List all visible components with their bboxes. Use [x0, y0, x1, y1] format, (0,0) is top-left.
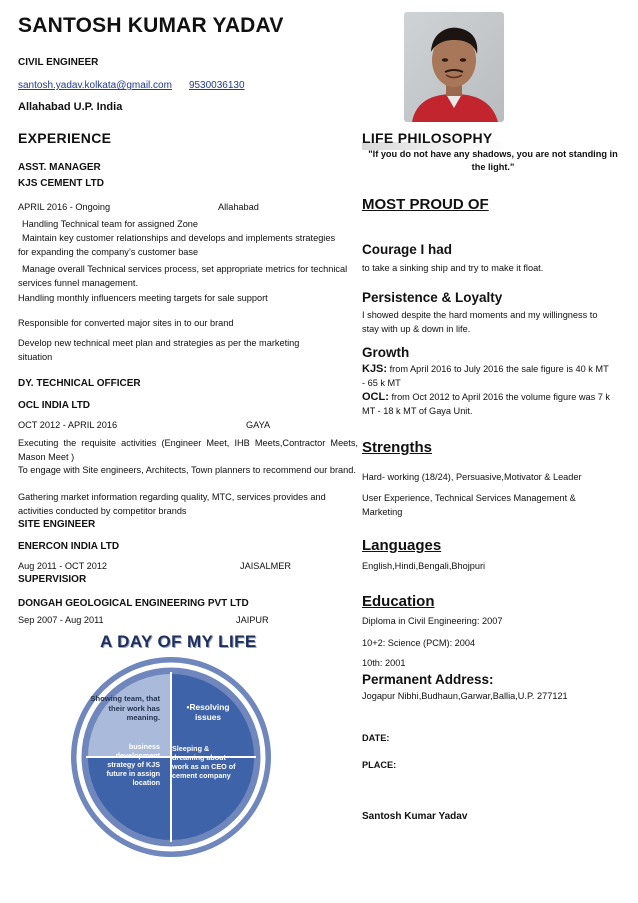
job1-role: ASST. MANAGER	[18, 162, 101, 173]
life-philosophy-heading: LIFE PHILOSOPHY	[362, 130, 493, 146]
education-item-3: 10th: 2001	[362, 658, 406, 668]
growth-ocl	[362, 390, 614, 418]
growth-kjs-label: KJS:	[362, 363, 388, 375]
growth-kjs-text: from April 2016 to July 2016 the sale figure is 40 k MT - 65 k MT	[362, 364, 609, 388]
most-proud-heading: MOST PROUD OF	[362, 196, 489, 213]
courage-heading: Courage I had	[362, 242, 453, 257]
job1-duty-2: Maintain key customer relationships and develops and implements strategies for expanding the company’s customer base	[18, 233, 336, 257]
day-of-life-title: A DAY OF MY LIFE	[100, 632, 257, 651]
job1-duty-4: Handling monthly influencers meeting targets for sale support	[18, 293, 268, 303]
job4-company: DONGAH GEOLOGICAL ENGINEERING PVT LTD	[18, 598, 249, 609]
date-label: DATE:	[362, 733, 390, 743]
persistence-text: I showed despite the hard moments and my willingness to stay with up & down in life.	[362, 310, 598, 334]
day-of-life-cycle-diagram	[66, 652, 276, 862]
job1-duty-1: Handling Technical team for assigned Zone	[22, 219, 199, 229]
cycle-text-sleeping-dreaming: Sleeping & dreaming about work as an CEO of cement company	[172, 744, 236, 780]
job2-company: OCL INDIA LTD	[18, 400, 91, 411]
courage-text: to take a sinking ship and try to make it float.	[362, 263, 544, 273]
job2-place: GAYA	[246, 420, 271, 430]
job-title: CIVIL ENGINEER	[18, 57, 99, 68]
job3-dates: Aug 2011 - OCT 2012	[18, 561, 108, 571]
strengths-heading: Strengths	[362, 439, 433, 456]
experience-heading: EXPERIENCE	[18, 130, 112, 146]
job2-duty-1: Executing the requisite activities (Engineer Meet, IHB Meets,Contractor Meets, Mason Meet )	[18, 438, 358, 462]
life-philosophy-quote: "If you do not have any shadows, you are not standing in the light."	[368, 149, 618, 172]
job3-place: JAISALMER	[240, 561, 292, 571]
growth-heading: Growth	[362, 345, 410, 360]
education-item-1: Diploma in Civil Engineering: 2007	[362, 616, 503, 626]
languages-text: English,Hindi,Bengali,Bhojpuri	[362, 561, 486, 571]
education-item-2: 10+2: Science (PCM): 2004	[362, 638, 476, 648]
cycle-text-resolving-issues: •Resolving issues	[186, 702, 230, 722]
strengths-line-1: Hard- working (18/24), Persuasive,Motivator & Leader	[362, 472, 582, 482]
education-heading: Education	[362, 593, 435, 610]
job2-duty-3: Gathering market information regarding quality, MTC, services provides and activities conducted by competitor brands	[18, 492, 326, 516]
phone-text: 9530036130	[188, 80, 245, 91]
job1-duty-6: Develop new technical meet plan and strategies as per the marketing situation	[18, 338, 300, 362]
languages-heading: Languages	[362, 537, 442, 554]
location-text: Allahabad U.P. India	[18, 101, 123, 113]
growth-ocl-text: from Oct 2012 to April 2016 the volume figure was 7 k MT - 18 k MT of Gaya Unit.	[362, 392, 611, 416]
job3-company: ENERCON INDIA LTD	[18, 541, 120, 552]
job2-duty-2: To engage with Site engineers, Architects, Town planners to recommend our brand.	[18, 465, 356, 475]
job1-dates: APRIL 2016 - Ongoing	[18, 202, 111, 212]
growth-ocl-label: OCL:	[362, 391, 389, 403]
persistence-heading: Persistence & Loyalty	[362, 290, 503, 305]
growth-kjs	[362, 362, 614, 390]
job2-dates: OCT 2012 - APRIL 2016	[18, 420, 118, 430]
job4-place: JAIPUR	[236, 615, 269, 625]
email-text: santosh.yadav.kolkata@gmail.com	[18, 80, 172, 91]
cycle-text-business-development: business development strategy of KJS future in assign location	[106, 742, 160, 787]
signature-name: Santosh Kumar Yadav	[362, 811, 468, 822]
job4-dates: Sep 2007 - Aug 2011	[18, 615, 104, 625]
permanent-address-text: Jogapur Nibhi,Budhaun,Garwar,Ballia,U.P. 277121	[362, 691, 568, 701]
job3-role: SITE ENGINEER	[18, 519, 96, 530]
job4-role: SUPERVISIOR	[18, 574, 87, 585]
job1-duty-5: Responsible for converted major sites in to our brand	[18, 318, 234, 328]
permanent-address-heading: Permanent Address:	[362, 672, 494, 687]
job1-duty-3: Manage overall Technical services process, set appropriate metrics for technical services funnel management.	[18, 264, 348, 288]
resume-name: SANTOSH KUMAR YADAV	[18, 14, 284, 37]
job1-place: Allahabad	[218, 202, 259, 212]
job2-role: DY. TECHNICAL OFFICER	[18, 378, 141, 389]
cycle-text-showing-team: Showing team, that their work has meaning.	[90, 694, 160, 722]
email-link[interactable]	[18, 80, 245, 91]
profile-photo	[404, 12, 504, 122]
job1-company: KJS CEMENT LTD	[18, 178, 104, 189]
strengths-line-2: User Experience, Technical Services Management & Marketing	[362, 493, 576, 517]
place-label: PLACE:	[362, 760, 397, 770]
